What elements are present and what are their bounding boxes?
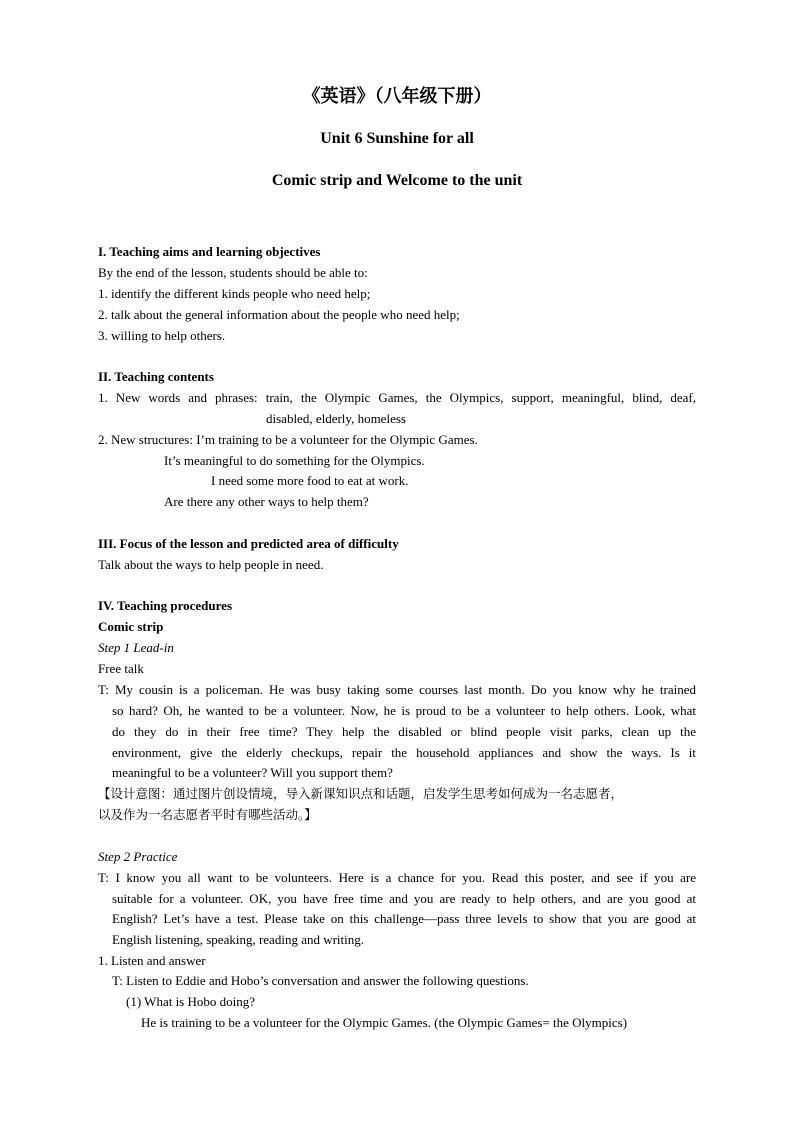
structure-line: It’s meaningful to do something for the Olympics. xyxy=(164,453,425,468)
listen-answer-heading: 1. Listen and answer xyxy=(98,953,206,968)
free-talk-label: Free talk xyxy=(98,661,144,676)
design-note-line: 以及作为一名志愿者平时有哪些活动。】 xyxy=(98,807,317,822)
paragraph-line: T: I know you all want to be volunteers. Here is a chance for you. Read this poster, and see if you are xyxy=(98,870,696,885)
new-words-line: disabled, elderly, homeless xyxy=(266,411,406,426)
unit-title: Unit 6 Sunshine for all xyxy=(320,130,474,147)
structure-line: Are there any other ways to help them? xyxy=(164,494,369,509)
paragraph-line: environment, give the elderly checkups, repair the household appliances and show the ways. Is it xyxy=(112,745,696,760)
section-4-heading: IV. Teaching procedures xyxy=(98,598,233,613)
step-2-title: Step 2 Practice xyxy=(98,849,178,864)
lesson-title: Comic strip and Welcome to the unit xyxy=(271,172,523,189)
structure-line: 2. New structures: I’m training to be a volunteer for the Olympic Games. xyxy=(98,432,478,447)
paragraph-line: T: My cousin is a policeman. He was busy taking some courses last month. Do you know why he trained xyxy=(98,682,696,697)
answer-line: He is training to be a volunteer for the Olympic Games. (the Olympic Games= the Olympics) xyxy=(141,1015,628,1030)
comic-strip-heading: Comic strip xyxy=(98,619,164,634)
section-3-heading: III. Focus of the lesson and predicted area of difficulty xyxy=(98,536,399,551)
paragraph-line: English listening, speaking, reading and writing. xyxy=(112,932,365,947)
paragraph-line: so hard? Oh, he wanted to be a volunteer. Now, he is proud to be a volunteer to help others. Look, what xyxy=(112,703,696,718)
paragraph-line: English? Let’s have a test. Please take on this challenge—pass three levels to show that you are good at xyxy=(112,911,696,926)
objective-item: 2. talk about the general information about the people who need help; xyxy=(98,307,460,322)
objective-item: 1. identify the different kinds people who need help; xyxy=(98,286,371,301)
section-1-intro: By the end of the lesson, students should be able to: xyxy=(98,265,368,280)
design-note-line: 【设计意图：通过图片创设情境，导入新课知识点和话题，启发学生思考如何成为一名志愿者， xyxy=(98,786,624,801)
paragraph-line: meaningful to be a volunteer? Will you support them? xyxy=(112,765,393,780)
book-title: 《英语》（八年级下册） xyxy=(302,86,492,107)
new-words-line: 1. New words and phrases: train, the Olympic Games, the Olympics, support, meaningful, blind, deaf, xyxy=(98,390,696,405)
section-2-heading: II. Teaching contents xyxy=(98,369,214,384)
section-1-heading: I. Teaching aims and learning objectives xyxy=(98,244,321,259)
paragraph-line: do they do in their free time? They help the disabled or blind people visit parks, clean up the xyxy=(112,724,696,739)
objective-item: 3. willing to help others. xyxy=(98,328,226,343)
question-line: (1) What is Hobo doing? xyxy=(126,994,256,1009)
instruction-line: T: Listen to Eddie and Hobo’s conversation and answer the following questions. xyxy=(112,973,529,988)
section-3-text: Talk about the ways to help people in need. xyxy=(98,557,324,572)
step-1-title: Step 1 Lead-in xyxy=(98,640,174,655)
paragraph-line: suitable for a volunteer. OK, you have free time and you are ready to help others, and are you good at xyxy=(112,891,696,906)
structure-line: I need some more food to eat at work. xyxy=(211,473,409,488)
